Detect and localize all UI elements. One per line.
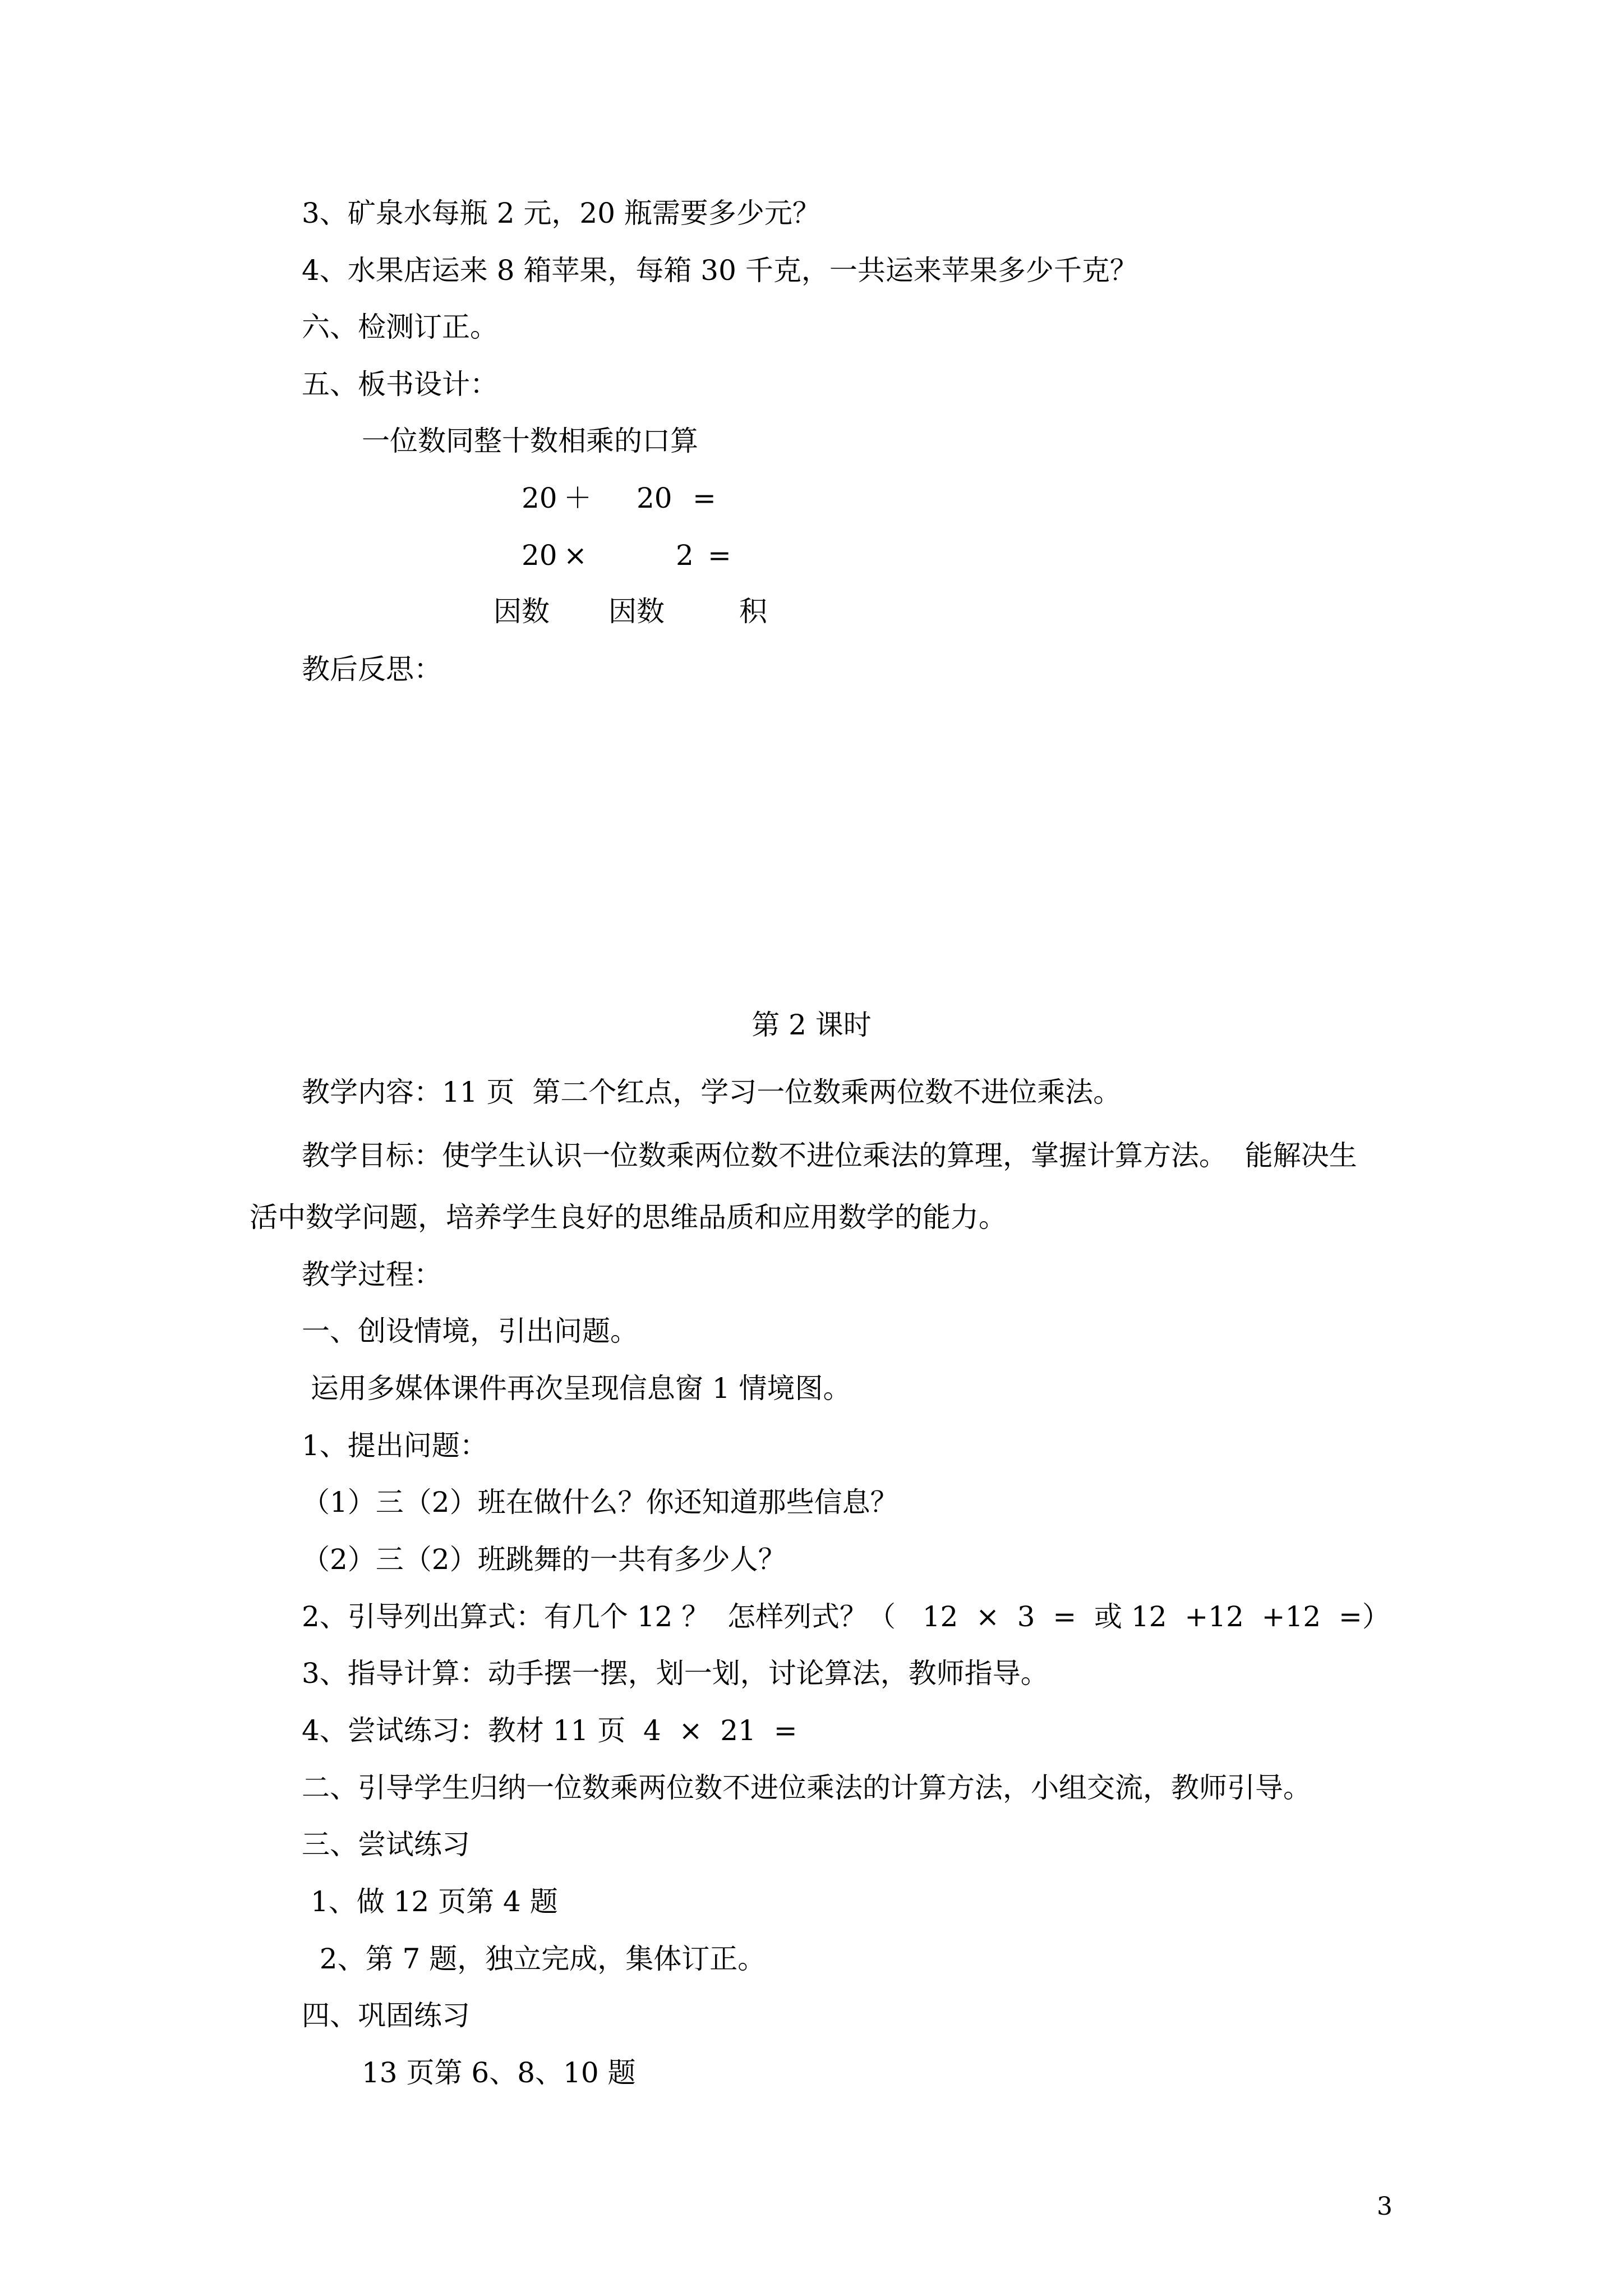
process-step-1-4: 4、尝试练习：教材 11 页 4 × 21 = <box>302 1714 797 1747</box>
teaching-content: 教学内容：11 页 第二个红点，学习一位数乘两位数不进位乘法。 <box>302 1076 1122 1108</box>
process-step-4-detail: 13 页第 6、8、10 题 <box>362 2056 636 2089</box>
lesson-title: 第 2 课时 <box>751 1009 872 1041</box>
board-operator: × <box>564 539 587 572</box>
process-step-1-3: 3、指导计算：动手摆一摆，划一划，讨论算法，教师指导。 <box>302 1657 1049 1690</box>
process-step-4: 四、巩固练习 <box>302 1999 470 2032</box>
board-operand: 20 <box>522 539 557 572</box>
process-step-1-2: 2、引导列出算式：有几个 12 ？ 怎样列式？（ 12 × 3 = 或 12 +12 +12 =） <box>302 1600 1390 1633</box>
board-operand: 2 <box>676 539 694 572</box>
process-step-1-detail: 运用多媒体课件再次呈现信息窗 1 情境图。 <box>302 1372 851 1405</box>
board-equals: = <box>708 539 731 572</box>
teaching-goal-line-1: 教学目标：使学生认识一位数乘两位数不进位乘法的算理，掌握计算方法。 能解决生 <box>302 1139 1357 1172</box>
board-title: 一位数同整十数相乘的口算 <box>362 425 698 457</box>
board-operator: ＋ <box>564 482 592 514</box>
process-step-1-1: 1、提出问题： <box>302 1429 488 1462</box>
exercise-3: 3、矿泉水每瓶 2 元，20 瓶需要多少元？ <box>302 197 820 229</box>
board-label: 因数 <box>608 595 665 628</box>
process-step-3-1: 1、做 12 页第 4 题 <box>302 1885 558 1918</box>
board-label: 积 <box>739 595 767 628</box>
process-question-a: （1）三（2）班在做什么？你还知道那些信息？ <box>302 1486 898 1519</box>
process-step-3-2: 2、第 7 题，独立完成，集体订正。 <box>302 1943 766 1975</box>
board-operand: 20 <box>637 482 672 514</box>
exercise-4: 4、水果店运来 8 箱苹果，每箱 30 千克，一共运来苹果多少千克？ <box>302 254 1138 287</box>
board-label: 因数 <box>494 595 550 628</box>
teaching-goal-line-2: 活中数学问题，培养学生良好的思维品质和应用数学的能力。 <box>250 1201 1007 1234</box>
process-step-1: 一、创设情境，引出问题。 <box>302 1315 638 1347</box>
process-question-b: （2）三（2）班跳舞的一共有多少人？ <box>302 1543 786 1576</box>
board-equals: = <box>693 482 716 514</box>
step-six-heading: 六、检测订正。 <box>302 311 498 343</box>
step-five-heading: 五、板书设计： <box>302 368 498 401</box>
process-step-2: 二、引导学生归纳一位数乘两位数不进位乘法的计算方法，小组交流，教师引导。 <box>302 1772 1311 1804</box>
board-operand: 20 <box>522 482 557 514</box>
reflection-heading: 教后反思： <box>302 653 442 685</box>
page-number: 3 <box>1377 2192 1393 2221</box>
process-step-3: 三、尝试练习 <box>302 1828 470 1861</box>
teaching-process-heading: 教学过程： <box>302 1258 442 1291</box>
